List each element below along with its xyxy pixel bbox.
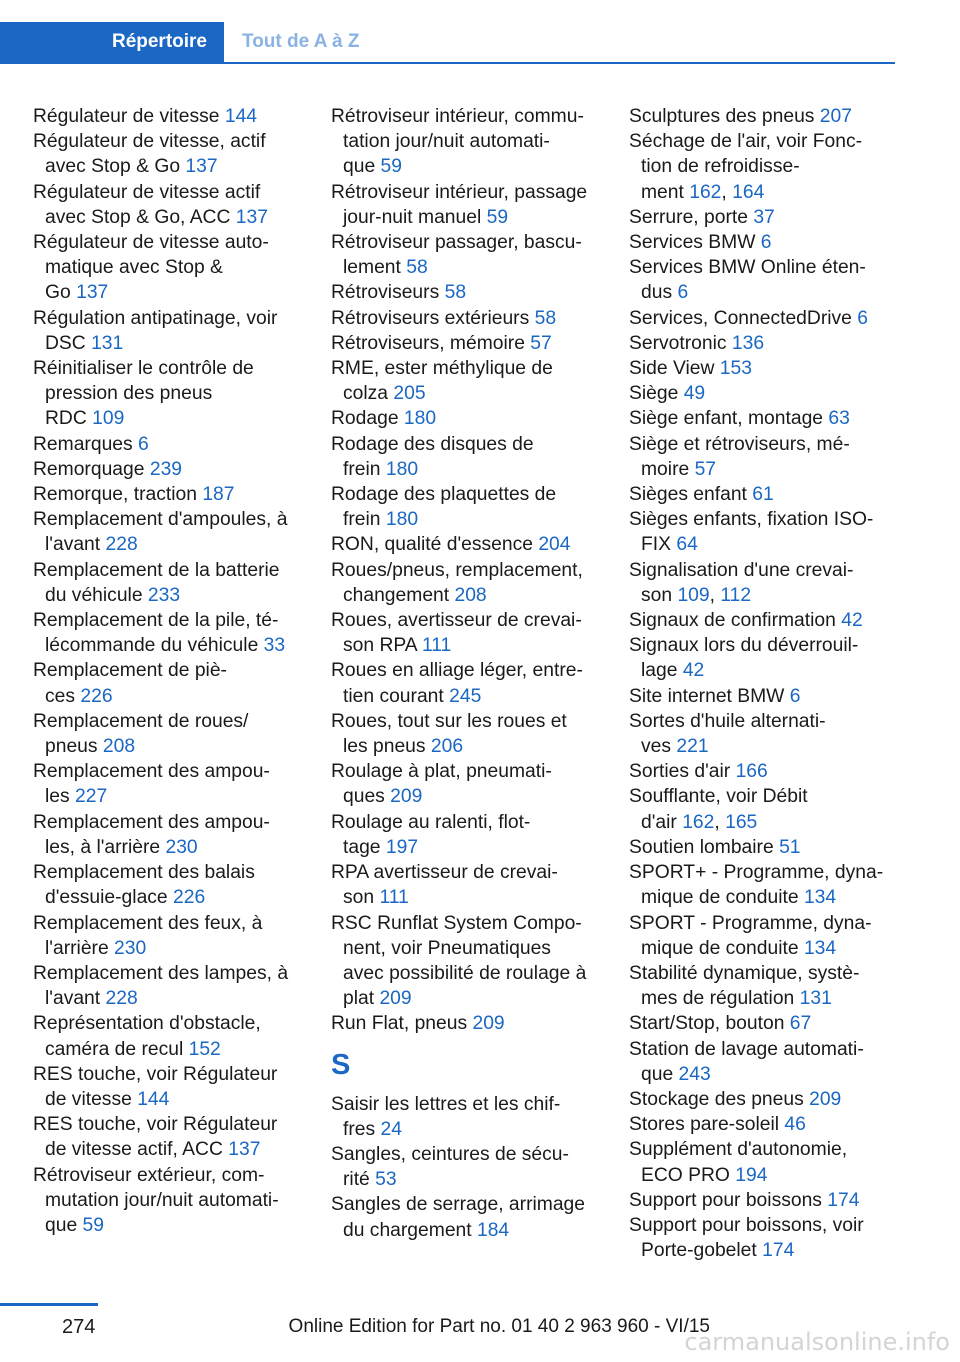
- page-reference-link[interactable]: 239: [149, 458, 183, 480]
- page-reference-link[interactable]: 67: [789, 1013, 812, 1035]
- index-entry-text: Remplacement des balais d'essuie-glace: [33, 862, 255, 909]
- index-entry: [629, 331, 929, 356]
- index-entry-text: Roulage à plat, pneumati‐ ques: [331, 761, 552, 808]
- index-entry-text: Stores pare-soleil: [629, 1114, 780, 1136]
- page-reference-link[interactable]: 6: [857, 307, 868, 329]
- index-entry-text: Sculptures des pneus: [629, 106, 815, 127]
- index-entry-text: Sorties d'air: [629, 761, 731, 783]
- index-entry: [331, 331, 631, 356]
- index-entry: [33, 457, 333, 482]
- page-reference-link[interactable]: 204: [538, 534, 571, 556]
- index-entry: [33, 507, 333, 557]
- page-reference-link[interactable]: 63: [828, 408, 850, 430]
- page-reference-link[interactable]: 166: [735, 761, 768, 783]
- page-reference-link[interactable]: 134: [803, 937, 837, 959]
- page-reference-link[interactable]: 208: [454, 584, 487, 606]
- index-entry: [629, 1112, 929, 1137]
- index-entry-text: Sangles, ceintures de sécu‐ rité: [331, 1143, 569, 1191]
- index-entry: [629, 911, 929, 961]
- index-entry: [629, 1213, 929, 1263]
- index-entry-text: Signaux lors du déverrouil‐ lage: [629, 635, 859, 682]
- index-entry: [33, 432, 333, 457]
- index-entry-text: Rodage: [331, 408, 399, 430]
- index-entry-text: Saisir les lettres et les chif‐ fres: [331, 1093, 561, 1140]
- page-reference-link[interactable]: 245: [449, 685, 482, 707]
- page-reference-link[interactable]: 59: [486, 206, 509, 228]
- page-reference-link[interactable]: 51: [779, 836, 801, 858]
- page-reference-link[interactable]: 206: [430, 736, 464, 758]
- index-entry-text: Sortes d'huile alternati‐ ves: [629, 710, 826, 758]
- index-entry-text: Rétroviseur extérieur, com‐ mutation jour/nuit automati‐ que: [33, 1164, 279, 1236]
- page-reference-link[interactable]: 61: [752, 484, 774, 506]
- index-entry: [33, 558, 333, 608]
- page-reference-link[interactable]: 111: [421, 635, 452, 657]
- index-entry: [331, 759, 631, 809]
- page-reference-link[interactable]: 144: [224, 106, 258, 127]
- index-entry-text: Remplacement de piè‐ ces: [33, 660, 227, 707]
- index-entry: [331, 406, 631, 431]
- page-number: 274: [62, 1316, 96, 1338]
- index-entry: Signalisation d'une crevai‐ son 109, 112: [629, 559, 854, 606]
- index-entry-text: Rétroviseur passager, bascu‐ lement: [331, 232, 582, 279]
- page-reference-link[interactable]: 57: [530, 332, 552, 354]
- index-entry: [331, 1092, 631, 1142]
- index-entry-text: Station de lavage automati‐ que: [629, 1038, 864, 1085]
- page-reference-link[interactable]: 228: [105, 988, 138, 1010]
- index-column-2: [331, 104, 631, 1243]
- page-reference-link[interactable]: 180: [403, 408, 437, 430]
- page-reference-link[interactable]: 111: [379, 887, 409, 909]
- index-entry: [629, 104, 929, 129]
- page-reference-link[interactable]: 42: [682, 660, 705, 682]
- index-entry: [629, 759, 929, 784]
- index-entry-text: Remorque, traction: [33, 484, 197, 506]
- index-entry-text: Signalisation d'une crevai‐ son: [629, 559, 854, 606]
- index-entry: [33, 482, 333, 507]
- page-reference-link[interactable]: 131: [91, 332, 124, 354]
- index-entry: [629, 1137, 929, 1187]
- page-reference-link[interactable]: 49: [683, 383, 706, 405]
- index-entry: [331, 860, 631, 910]
- index-entry: [331, 356, 631, 406]
- page-reference-link[interactable]: 209: [809, 1088, 842, 1110]
- index-entry: [331, 230, 631, 280]
- index-entry-text: Remplacement de la pile, té‐ lécommande du véhicule: [33, 610, 279, 657]
- page-reference-link[interactable]: 227: [75, 786, 108, 808]
- index-entry-text: SPORT - Programme, dyna‐ mique de conduite: [629, 912, 872, 959]
- index-entry: [629, 684, 929, 709]
- page-reference-link[interactable]: 228: [105, 534, 138, 556]
- page-reference-link[interactable]: 59: [82, 1214, 104, 1236]
- page-reference-link[interactable]: 184: [476, 1219, 510, 1241]
- index-entry-text: Régulateur de vitesse: [33, 106, 220, 127]
- page-reference-link[interactable]: 174: [827, 1189, 860, 1211]
- page-reference-link[interactable]: 37: [753, 206, 775, 228]
- index-entry-text: Remplacement des ampou‐ les: [33, 761, 270, 808]
- index-entry: [33, 129, 333, 179]
- index-entry: [331, 810, 631, 860]
- page-reference-link[interactable]: 58: [534, 307, 557, 329]
- index-entry: [629, 406, 929, 431]
- index-entry-text: RES touche, voir Régulateur de vitesse: [33, 1063, 278, 1110]
- index-entry-text: Siège: [629, 383, 679, 405]
- edition-text: Online Edition for Part no. 01 40 2 963 960 - VI/15: [288, 1316, 710, 1337]
- index-entry-text: Rodage des disques de frein: [331, 433, 534, 480]
- index-entry: [33, 356, 333, 432]
- index-entry-text: Régulateur de vitesse auto‐ matique avec Stop & Go: [33, 232, 269, 304]
- page-reference-link[interactable]: 112: [720, 584, 752, 606]
- index-entry: [629, 230, 929, 255]
- index-entry: [629, 1037, 929, 1087]
- index-entry-text: Stabilité dynamique, systè‐ mes de régulation: [629, 962, 860, 1010]
- index-entry-text: Sangles de serrage, arrimage du chargement: [331, 1194, 586, 1241]
- header-bar: [0, 22, 895, 64]
- page-reference-link[interactable]: 58: [444, 282, 467, 304]
- page-reference-link[interactable]: 6: [138, 433, 149, 455]
- index-entry: [629, 1188, 929, 1213]
- index-entry: [331, 432, 631, 482]
- page-reference-link[interactable]: 162: [689, 181, 722, 203]
- index-entry-text: Siège enfant, montage: [629, 408, 824, 430]
- index-entry: [33, 759, 333, 809]
- index-entry-text: Remplacement des ampou‐ les, à l'arrière: [33, 811, 270, 858]
- index-entry: [331, 911, 631, 1012]
- index-entry-text: RON, qualité d'essence: [331, 534, 533, 556]
- page-reference-link[interactable]: 137: [235, 206, 268, 228]
- index-entry: [629, 507, 929, 557]
- index-entry-text: Soufflante, voir Débit d'air: [629, 786, 808, 833]
- page-reference-link[interactable]: 165: [725, 811, 758, 833]
- index-entry-text: Rétroviseurs extérieurs: [331, 307, 530, 329]
- index-entry: [629, 1011, 929, 1036]
- index-entry-text: Roues en alliage léger, entre‐ tien courant: [331, 660, 583, 707]
- index-entry-text: Remplacement des lampes, à l'avant: [33, 962, 289, 1010]
- page-reference-link[interactable]: 230: [114, 937, 147, 959]
- index-entry-text: Régulateur de vitesse actif avec Stop & Go, ACC: [33, 181, 261, 228]
- index-entry: [33, 1112, 333, 1162]
- index-entry-text: Remorquage: [33, 458, 145, 480]
- index-entry: [33, 860, 333, 910]
- index-entry-text: RES touche, voir Régulateur de vitesse actif, ACC: [33, 1114, 278, 1161]
- section-letter: S: [331, 1048, 351, 1081]
- page-reference-link[interactable]: 46: [784, 1114, 806, 1136]
- index-entry: [331, 658, 631, 708]
- index-entry-text: Régulation antipatinage, voir DSC: [33, 307, 278, 354]
- index-entry-text: Side View: [629, 358, 715, 380]
- index-entry: [629, 432, 929, 482]
- index-entry: [33, 1011, 333, 1061]
- index-entry: [33, 911, 333, 961]
- page-reference-link[interactable]: 207: [819, 106, 852, 127]
- index-entry-text: Services BMW: [629, 232, 756, 254]
- index-entry: [629, 961, 929, 1011]
- footer-accent-bar: [0, 1303, 98, 1306]
- index-entry: [331, 532, 631, 557]
- index-entry: [33, 709, 333, 759]
- index-entry: [629, 608, 929, 633]
- index-entry: [629, 205, 929, 230]
- index-entry: [331, 180, 631, 230]
- index-entry-text: Rétroviseur intérieur, passage jour-nuit manuel: [331, 181, 588, 228]
- page-reference-link[interactable]: 131: [799, 988, 832, 1010]
- page-reference-link[interactable]: 58: [406, 257, 428, 279]
- page-reference-link[interactable]: 24: [380, 1118, 402, 1140]
- page-reference-link[interactable]: 153: [719, 358, 752, 380]
- index-entry-text: Régulateur de vitesse, actif avec Stop & Go: [33, 131, 266, 178]
- page-reference-link[interactable]: 137: [185, 156, 218, 178]
- index-entry: [331, 1142, 631, 1192]
- index-entry-text: Rétroviseur intérieur, commu‐ tation jour/nuit automati‐ que: [331, 106, 584, 178]
- index-entry: [629, 633, 929, 683]
- index-entry: [629, 306, 929, 331]
- index-entry: [629, 482, 929, 507]
- index-entry-text: Roues, tout sur les roues et les pneus: [331, 710, 567, 758]
- page-reference-link[interactable]: 6: [789, 685, 801, 707]
- index-entry: [33, 1062, 333, 1112]
- index-entry: [331, 709, 631, 759]
- index-entry-text: Serrure, porte: [629, 206, 748, 228]
- page-reference-link[interactable]: 233: [147, 584, 181, 606]
- page-reference-link[interactable]: 109: [677, 584, 710, 606]
- index-entry: [331, 558, 631, 608]
- index-entry: [331, 104, 631, 180]
- index-entry: [33, 230, 333, 306]
- page-reference-link[interactable]: 136: [731, 332, 765, 354]
- page-reference-link[interactable]: 134: [803, 887, 837, 909]
- index-entry-text: Start/Stop, bouton: [629, 1013, 785, 1035]
- page-reference-link[interactable]: 221: [676, 736, 709, 758]
- page-reference-link[interactable]: 208: [102, 736, 136, 758]
- index-entry-text: Roues/pneus, remplacement, changement: [331, 559, 583, 606]
- index-entry-text: Stockage des pneus: [629, 1088, 804, 1110]
- index-entry-text: Représentation d'obstacle, caméra de recul: [33, 1013, 261, 1060]
- index-entry-text: Roues, avertisseur de crevai‐ son RPA: [331, 610, 582, 657]
- index-entry-text: RME, ester méthylique de colza: [331, 358, 553, 405]
- index-entry-text: Rétroviseurs: [331, 282, 440, 304]
- index-entry-text: Séchage de l'air, voir Fonc‐ tion de refroidisse‐ ment: [629, 131, 863, 203]
- index-entry-text: Rétroviseurs, mémoire: [331, 332, 525, 354]
- page-reference-link[interactable]: 109: [92, 408, 125, 430]
- page-reference-link[interactable]: 209: [379, 988, 412, 1010]
- page-reference-link[interactable]: 59: [380, 156, 402, 178]
- page-reference-link[interactable]: 180: [385, 458, 419, 480]
- index-entry-text: Remplacement de roues/ pneus: [33, 710, 249, 758]
- index-entry: [629, 1087, 929, 1112]
- index-entry-text: Signaux de confirmation: [629, 610, 836, 632]
- index-entry: [33, 104, 333, 129]
- page-reference-link[interactable]: 194: [735, 1164, 768, 1186]
- index-entry-text: Support pour boissons, voir Porte-gobelet: [629, 1214, 864, 1262]
- index-entry-text: Roulage au ralenti, flot‐ tage: [331, 811, 531, 858]
- page-reference-link[interactable]: 230: [165, 836, 198, 858]
- page-reference-link[interactable]: 6: [677, 282, 689, 304]
- page-reference-link[interactable]: 205: [393, 383, 426, 405]
- index-entry-text: Remarques: [33, 433, 133, 455]
- page-reference-link[interactable]: 6: [760, 232, 772, 254]
- page-reference-link[interactable]: 162: [682, 811, 715, 833]
- index-entry: [33, 180, 333, 230]
- index-entry-text: Rodage des plaquettes de frein: [331, 484, 557, 531]
- page-reference-link[interactable]: 53: [375, 1169, 397, 1191]
- index-entry-text: Sièges enfant: [629, 484, 747, 506]
- index-entry-text: Support pour boissons: [629, 1189, 822, 1211]
- page-reference-link[interactable]: 164: [732, 181, 765, 203]
- index-entry-text: Services BMW Online éten‐ dus: [629, 257, 866, 304]
- page-reference-link[interactable]: 33: [263, 635, 286, 657]
- index-entry: [629, 835, 929, 860]
- page-reference-link[interactable]: 180: [385, 509, 419, 531]
- index-entry: [33, 608, 333, 658]
- index-entry-text: Remplacement d'ampoules, à l'avant: [33, 509, 288, 556]
- index-entry-text: Sièges enfants, fixation ISO‐ FIX: [629, 509, 874, 556]
- index-entry-text: Site internet BMW: [629, 685, 785, 707]
- page-reference-link[interactable]: 209: [472, 1013, 505, 1035]
- index-entry-text: Remplacement des feux, à l'arrière: [33, 912, 263, 959]
- index-entry: [33, 306, 333, 356]
- index-entry-text: Siège et rétroviseurs, mé‐ moire: [629, 433, 850, 480]
- index-entry-text: Run Flat, pneus: [331, 1013, 468, 1035]
- index-entry-text: Supplément d'autonomie, ECO PRO: [629, 1139, 848, 1186]
- watermark: carmanualsonline.info: [684, 1328, 950, 1356]
- index-entry: [331, 1192, 631, 1242]
- index-entry: [331, 482, 631, 532]
- page-reference-link[interactable]: 226: [80, 685, 113, 707]
- page-reference-link[interactable]: 152: [188, 1038, 221, 1060]
- index-entry-text: Servotronic: [629, 332, 727, 354]
- tab-repertoire[interactable]: Répertoire: [0, 22, 224, 62]
- index-entry-text: Services, ConnectedDrive: [629, 307, 852, 329]
- page-reference-link[interactable]: 174: [762, 1240, 795, 1262]
- index-entry-text: Réinitialiser le contrôle de pression des pneus RDC: [33, 358, 254, 430]
- page-reference-link[interactable]: 57: [694, 458, 717, 480]
- index-entry: [33, 1163, 333, 1239]
- page-reference-link[interactable]: 243: [678, 1063, 711, 1085]
- tab-tout-de-a-a-z[interactable]: Tout de A à Z: [242, 31, 360, 52]
- index-entry: [629, 709, 929, 759]
- index-entry: [629, 381, 929, 406]
- index-entry: [331, 1011, 631, 1036]
- index-entry-text: Soutien lombaire: [629, 836, 774, 858]
- page-reference-link[interactable]: 187: [202, 484, 235, 506]
- index-entry-text: RPA avertisseur de crevai‐ son: [331, 862, 558, 909]
- index-entry: [33, 810, 333, 860]
- page-reference-link[interactable]: 226: [173, 887, 206, 909]
- page-reference-link[interactable]: 137: [76, 282, 109, 304]
- index-column-3: [629, 104, 929, 1263]
- index-entry: [629, 860, 929, 910]
- index-column-1: [33, 104, 333, 1238]
- index-entry-text: SPORT+ - Programme, dyna‐ mique de conduite: [629, 862, 884, 909]
- index-entry-text: Remplacement de la batterie du véhicule: [33, 559, 280, 606]
- index-entry: [629, 255, 929, 305]
- page-reference-link[interactable]: 209: [390, 786, 423, 808]
- index-entry: Séchage de l'air, voir Fonc‐ tion de refroidisse‐ ment 162, 164: [629, 131, 863, 203]
- page-reference-link[interactable]: 144: [137, 1088, 170, 1110]
- index-entry: [331, 306, 631, 331]
- index-entry-text: RSC Runflat System Compo‐ nent, voir Pneumatiques avec possibilité de roulage à plat: [331, 912, 587, 1010]
- page-reference-link[interactable]: 137: [228, 1139, 261, 1161]
- index-entry: [33, 658, 333, 708]
- page-reference-link[interactable]: 197: [385, 836, 419, 858]
- index-entry: [629, 356, 929, 381]
- index-entry: [33, 961, 333, 1011]
- index-entry: Soufflante, voir Débit d'air 162, 165: [629, 786, 808, 833]
- page-reference-link[interactable]: 42: [841, 610, 863, 632]
- page-reference-link[interactable]: 64: [676, 534, 698, 556]
- index-entry: [331, 280, 631, 305]
- index-entry: [331, 608, 631, 658]
